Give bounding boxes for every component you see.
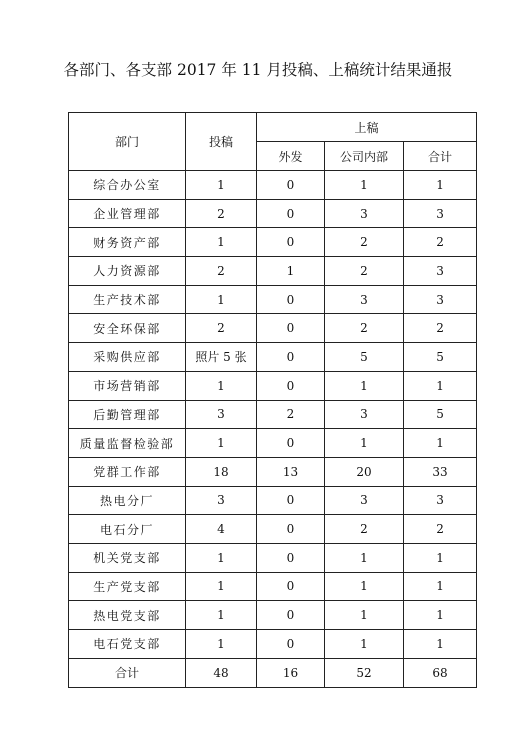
cell-internal: 1 [325, 572, 404, 601]
cell-internal: 1 [325, 630, 404, 659]
cell-subtotal: 3 [404, 285, 477, 314]
table-row [69, 371, 477, 400]
cell-submitted: 1 [186, 572, 257, 601]
table-row [69, 199, 477, 228]
table-row [69, 515, 477, 544]
cell-submitted: 照片 5 张 [186, 343, 257, 372]
cell-external: 0 [257, 486, 325, 515]
table-row [69, 314, 477, 343]
total-submitted: 48 [186, 658, 257, 687]
total-subtotal: 68 [404, 658, 477, 687]
table-row [69, 457, 477, 486]
cell-subtotal: 3 [404, 486, 477, 515]
cell-external: 0 [257, 343, 325, 372]
cell-submitted: 2 [186, 314, 257, 343]
cell-submitted: 4 [186, 515, 257, 544]
cell-submitted: 2 [186, 199, 257, 228]
cell-dept: 质量监督检验部 [69, 429, 186, 458]
header-internal: 公司内部 [325, 142, 404, 171]
cell-submitted: 3 [186, 400, 257, 429]
cell-dept: 综合办公室 [69, 171, 186, 200]
table-row [69, 630, 477, 659]
cell-submitted: 1 [186, 228, 257, 257]
cell-external: 2 [257, 400, 325, 429]
cell-external: 0 [257, 228, 325, 257]
cell-external: 0 [257, 630, 325, 659]
cell-dept: 电石党支部 [69, 630, 186, 659]
cell-submitted: 1 [186, 543, 257, 572]
cell-subtotal: 2 [404, 228, 477, 257]
cell-subtotal: 5 [404, 343, 477, 372]
table-row [69, 257, 477, 286]
cell-dept: 党群工作部 [69, 457, 186, 486]
cell-subtotal: 1 [404, 429, 477, 458]
table-row [69, 228, 477, 257]
table-row [69, 486, 477, 515]
table-row [69, 285, 477, 314]
cell-subtotal: 5 [404, 400, 477, 429]
cell-internal: 3 [325, 199, 404, 228]
cell-external: 0 [257, 429, 325, 458]
cell-subtotal: 2 [404, 314, 477, 343]
cell-internal: 2 [325, 257, 404, 286]
cell-dept: 电石分厂 [69, 515, 186, 544]
cell-external: 0 [257, 572, 325, 601]
cell-external: 0 [257, 601, 325, 630]
cell-external: 0 [257, 171, 325, 200]
cell-external: 0 [257, 314, 325, 343]
cell-dept: 市场营销部 [69, 371, 186, 400]
cell-submitted: 1 [186, 601, 257, 630]
header-dept: 部门 [69, 113, 186, 171]
cell-external: 0 [257, 515, 325, 544]
cell-subtotal: 1 [404, 601, 477, 630]
table-row [69, 343, 477, 372]
cell-subtotal: 3 [404, 199, 477, 228]
cell-internal: 1 [325, 543, 404, 572]
cell-submitted: 1 [186, 171, 257, 200]
table-row [69, 400, 477, 429]
cell-subtotal: 1 [404, 630, 477, 659]
total-dept: 合计 [69, 658, 186, 687]
cell-subtotal: 1 [404, 171, 477, 200]
cell-external: 0 [257, 199, 325, 228]
table-row [69, 429, 477, 458]
header-external: 外发 [257, 142, 325, 171]
cell-dept: 生产技术部 [69, 285, 186, 314]
table-row [69, 601, 477, 630]
cell-dept: 安全环保部 [69, 314, 186, 343]
cell-dept: 企业管理部 [69, 199, 186, 228]
document-title: 各部门、各支部 2017 年 11 月投稿、上稿统计结果通报 [63, 61, 453, 79]
cell-internal: 2 [325, 314, 404, 343]
cell-dept: 财务资产部 [69, 228, 186, 257]
cell-internal: 2 [325, 515, 404, 544]
cell-external: 1 [257, 257, 325, 286]
cell-dept: 热电党支部 [69, 601, 186, 630]
cell-submitted: 2 [186, 257, 257, 286]
table-row [69, 171, 477, 200]
cell-dept: 热电分厂 [69, 486, 186, 515]
table-row [69, 572, 477, 601]
cell-subtotal: 2 [404, 515, 477, 544]
cell-dept: 采购供应部 [69, 343, 186, 372]
total-external: 16 [257, 658, 325, 687]
cell-submitted: 18 [186, 457, 257, 486]
cell-internal: 5 [325, 343, 404, 372]
cell-internal: 2 [325, 228, 404, 257]
cell-internal: 3 [325, 400, 404, 429]
cell-submitted: 3 [186, 486, 257, 515]
header-published: 上稿 [257, 113, 477, 142]
cell-internal: 1 [325, 371, 404, 400]
cell-external: 0 [257, 543, 325, 572]
cell-dept: 后勤管理部 [69, 400, 186, 429]
cell-subtotal: 1 [404, 371, 477, 400]
cell-dept: 机关党支部 [69, 543, 186, 572]
total-internal: 52 [325, 658, 404, 687]
cell-internal: 3 [325, 285, 404, 314]
total-row [69, 658, 477, 687]
cell-internal: 1 [325, 429, 404, 458]
cell-subtotal: 1 [404, 572, 477, 601]
header-submitted: 投稿 [186, 113, 257, 171]
cell-dept: 人力资源部 [69, 257, 186, 286]
cell-internal: 3 [325, 486, 404, 515]
cell-submitted: 1 [186, 371, 257, 400]
cell-subtotal: 1 [404, 543, 477, 572]
cell-submitted: 1 [186, 285, 257, 314]
cell-submitted: 1 [186, 429, 257, 458]
cell-subtotal: 33 [404, 457, 477, 486]
table-row [69, 543, 477, 572]
cell-subtotal: 3 [404, 257, 477, 286]
cell-external: 13 [257, 457, 325, 486]
cell-external: 0 [257, 285, 325, 314]
cell-submitted: 1 [186, 630, 257, 659]
cell-internal: 20 [325, 457, 404, 486]
cell-internal: 1 [325, 601, 404, 630]
statistics-table [68, 112, 477, 688]
header-subtotal: 合计 [404, 142, 477, 171]
header-row-top [69, 113, 477, 142]
cell-internal: 1 [325, 171, 404, 200]
cell-external: 0 [257, 371, 325, 400]
cell-dept: 生产党支部 [69, 572, 186, 601]
